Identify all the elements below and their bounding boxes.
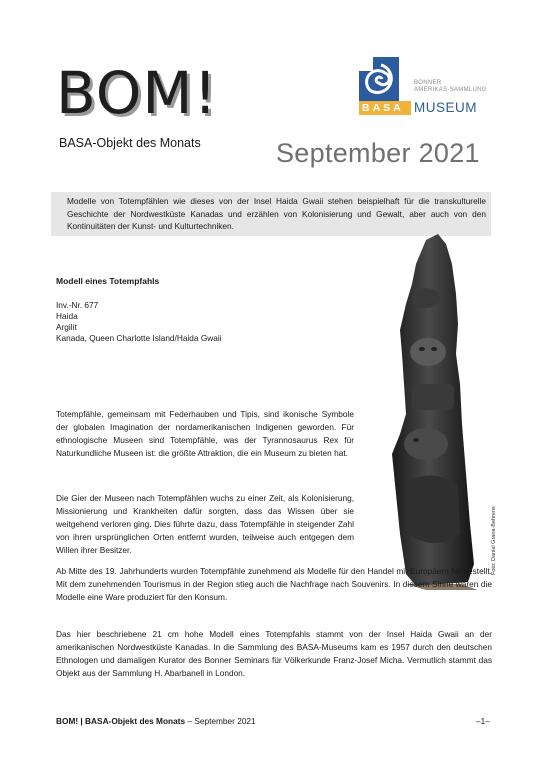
object-metadata xyxy=(56,300,222,344)
page-footer xyxy=(56,716,256,726)
footer-title: BOM! | BASA-Objekt des Monats xyxy=(56,716,186,726)
bom-subtitle: BASA-Objekt des Monats xyxy=(59,136,201,150)
totem-pole-photo xyxy=(386,234,478,590)
intro-box: Modelle von Totempfählen wie dieses von der Insel Haida Gwaii stehen beispielhaft für die transkulturelle Geschichte der Nordwestküste Kanadas und erzählen von Kolonisierung und Gewalt, aber auch von den Kontinuitäten der Kunst- und Kulturtechniken. xyxy=(51,192,491,236)
spiral-logo-icon xyxy=(359,57,399,101)
object-material: Argilit xyxy=(56,322,77,332)
inventory-number: Inv.-Nr. 677 xyxy=(56,300,99,310)
bom-title: BOM! xyxy=(56,59,218,127)
basa-museum-logo xyxy=(359,57,499,119)
object-origin: Kanada, Queen Charlotte Island/Haida Gwaii xyxy=(56,333,222,343)
object-people: Haida xyxy=(56,311,78,321)
bonner-label xyxy=(414,80,487,94)
bonner-line-2: AMERIKAS-SAMMLUNG xyxy=(414,87,487,93)
photo-credit: Foto: Daniel Grana-Behrens xyxy=(491,506,497,575)
page-number: –1– xyxy=(476,716,490,726)
bonner-line-1: BONNER xyxy=(414,80,442,86)
museum-wordmark: MUSEUM xyxy=(414,100,477,115)
body-paragraph-2: Die Gier der Museen nach Totempfählen wuchs zu einer Zeit, als Kolonisierung, Missionierung und Krankheiten dafür sorgten, dass das Wissen über sie weitgehend verloren ging. Dies führte dazu, dass Totempfähle in steigender Zahl von ihren ursprünglichen Orten entfernt wurden, teilweise auch entgegen dem Willen ihrer Besitzer. xyxy=(56,493,354,556)
body-paragraph-4: Das hier beschriebene 21 cm hohe Modell eines Totempfahls stammt von der Insel Haida Gwaii an der amerikanischen Nordwestküste Kanadas. In die Sammlung des BASA-Museums kam es 1957 durch den deutschen Ethnologen und damaligen Kurator des Bonner Seminars für Völkerkunde Franz-Josef Micha. Vermutlich stammt das Objekt aus der Sammlung H. Abarbanell in London. xyxy=(56,629,492,679)
photo-credit-container xyxy=(491,506,501,655)
body-paragraph-1: Totempfähle, gemeinsam mit Federhauben und Tipis, sind ikonische Symbole der globalen Imagination der nordamerikanischen Indigenen geworden. Für ethnologische Museen sind Totempfähle, was der Tyrannosaurus Rex für Naturkundliche Museen ist: die größte Attraktion, die ein Museum zu bieten hat. xyxy=(56,409,354,459)
issue-date: September 2021 xyxy=(276,138,480,168)
footer-date: – September 2021 xyxy=(185,716,256,726)
object-title: Modell eines Totempfahls xyxy=(56,276,160,286)
body-paragraph-3: Ab Mitte des 19. Jahrhunderts wurden Totempfähle zunehmend als Modelle für den Handel mit Europäern hergestellt. Mit dem zunehmenden Tourismus in der Region stieg auch die Nachfrage nach Souvenirs. In diesem Sinne waren die Modelle eine Ware produziert für den Konsum. xyxy=(56,566,492,603)
basa-wordmark: BASA xyxy=(359,101,411,115)
